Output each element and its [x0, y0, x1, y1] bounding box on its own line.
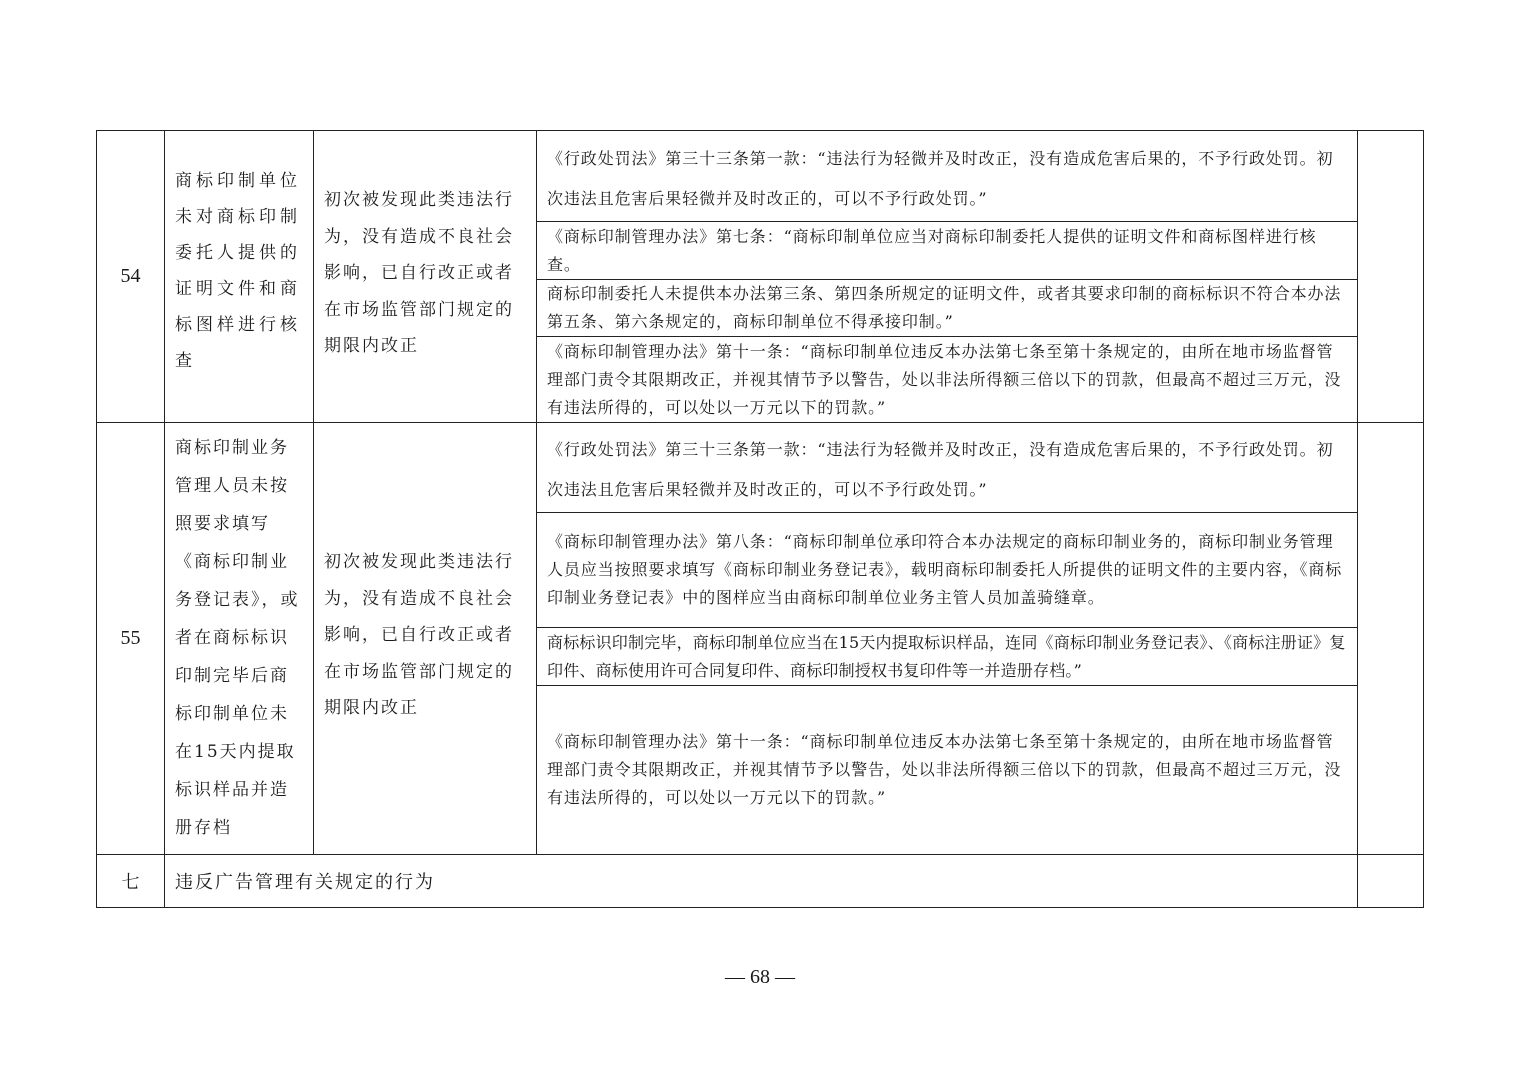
legal-basis-text — [537, 427, 1357, 512]
law-clause: 《商标印制管理办法》第十一条：“商标印制单位违反本办法第七条至第十条规定的，由所在地市场监督管理部门责令其限期改正，并视其情节予以警告，处以非法所得额三倍以下的罚款，但最高不超过三万元，没有违法所得的，可以处以一万元以下的罚款。” — [547, 341, 1342, 417]
row-divider — [96, 422, 1424, 423]
legal-basis-text — [537, 137, 1357, 221]
law-clause: 《行政处罚法》第三十三条第一款：“违法行为轻微并及时改正，没有造成危害后果的，不予行政处罚。初次违法且危害后果轻微并及时改正的，可以不予行政处罚。” — [547, 439, 1334, 499]
legal-basis-text — [537, 513, 1357, 627]
row-number: 54 — [120, 265, 141, 287]
section-title: 违反广告管理有关规定的行为 — [175, 872, 435, 893]
law-clause: 《商标印制管理办法》第八条：“商标印制单位承印符合本办法规定的商标印制业务的，商标印制业务管理人员应当按照要求填写《商标印制业务登记表》，载明商标印制委托人所提供的证明文件的主要内容，《商标印制业务登记表》中的图样应当由商标印制单位业务主管人员加盖骑缝章。 — [547, 532, 1343, 607]
page-number: — 68 — — [725, 966, 795, 988]
exemption-condition: 初次被发现此类违法行为，没有造成不良社会影响，已自行改正或者在市场监管部门规定的期限内改正 — [324, 190, 514, 356]
law-clause: 《商标印制管理办法》第七条：“商标印制单位应当对商标印制委托人提供的证明文件和商标图样进行核查。 — [547, 226, 1317, 274]
legal-basis-text — [537, 686, 1357, 854]
legal-basis-text — [537, 337, 1357, 422]
law-clause: 《行政处罚法》第三十三条第一款：“违法行为轻微并及时改正，没有造成危害后果的，不予行政处罚。初次违法且危害后果轻微并及时改正的，可以不予行政处罚。” — [547, 149, 1334, 208]
exemption-condition: 初次被发现此类违法行为，没有造成不良社会影响，已自行改正或者在市场监管部门规定的期限内改正 — [324, 552, 514, 718]
row-number: 55 — [120, 627, 141, 649]
column-divider — [1357, 130, 1358, 908]
section-number: 七 — [121, 872, 140, 893]
law-clause: 《商标印制管理办法》第十一条：“商标印制单位违反本办法第七条至第十条规定的，由所在地市场监督管理部门责令其限期改正，并视其情节予以警告，处以非法所得额三倍以下的罚款，但最高不超过三万元，没有违法所得的，可以处以一万元以下的罚款。” — [547, 732, 1342, 807]
legal-basis-text — [537, 280, 1357, 336]
violation-behavior: 商标印制单位未对商标印制委托人提供的证明文件和商标图样进行核查 — [175, 171, 301, 371]
law-clause: 商标标识印制完毕，商标印制单位应当在15天内提取标识样品，连同《商标印制业务登记表》、《商标注册证》复印件、商标使用许可合同复印件、商标印制授权书复印件等一并造册存档。” — [547, 632, 1346, 680]
legal-basis-text — [537, 628, 1357, 685]
law-clause: 商标印制委托人未提供本办法第三条、第四条所规定的证明文件，或者其要求印制的商标标识不符合本办法第五条、第六条规定的，商标印制单位不得承接印制。” — [547, 284, 1342, 331]
legal-basis-text — [537, 222, 1357, 279]
violation-behavior: 商标印制业务管理人员未按照要求填写《商标印制业务登记表》，或者在商标标识印制完毕后商标印制单位未在15天内提取标识样品并造册存档 — [175, 438, 300, 838]
